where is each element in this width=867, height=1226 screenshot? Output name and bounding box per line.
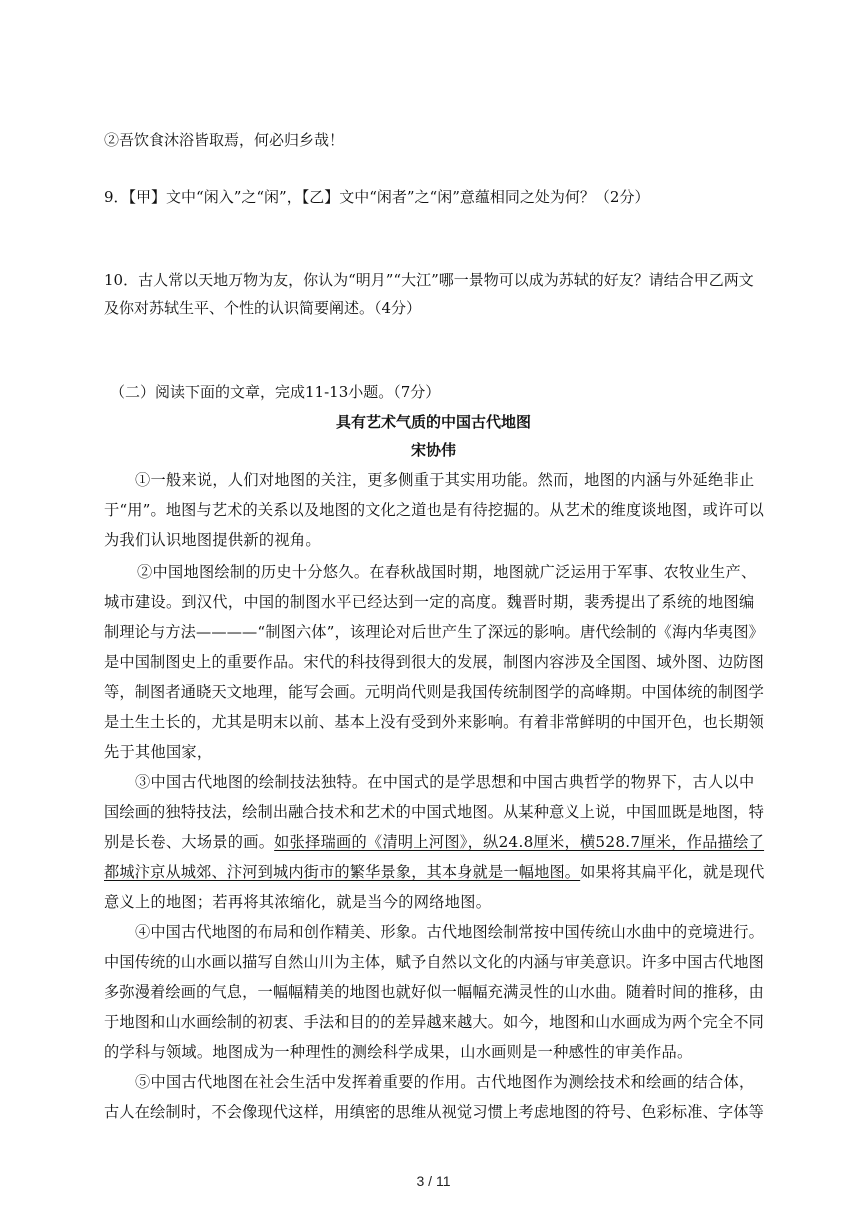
paragraph-3-line-3 bbox=[104, 832, 764, 852]
paragraph-4-line-1: ④中国古代地图的布局和创作精美、形象。古代地图绘制常按中国传统山水曲中的竞境进行。 bbox=[135, 923, 764, 941]
paragraph-3-line-4 bbox=[104, 862, 765, 882]
paragraph-3-line-2: 国绘画的独特技法，绘制出融合技术和艺术的中国式地图。从某种意义上说，中国皿既是地图，特 bbox=[104, 803, 764, 821]
paragraph-3-line-4-plain: 如果将其扁平化，就是现代 bbox=[580, 863, 765, 881]
paragraph-2-line-4: 是中国制图史上的重要作品。宋代的科技得到很大的发展，制图内容涉及全国图、域外图、边防图 bbox=[104, 653, 764, 671]
paragraph-1-line-1: ①一般来说，人们对地图的关注，更多侧重于其实用功能。然而，地图的内涵与外延绝非止 bbox=[135, 471, 755, 489]
question-8-item-2: ②吾饮食沐浴皆取焉，何必归乡哉！ bbox=[104, 131, 345, 149]
paragraph-5-line-2: 古人在绘制时，不会像现代这样，用缜密的思维从视觉习惯上考虑地图的符号、色彩标准、字体等 bbox=[104, 1103, 764, 1121]
page-number: 3 / 11 bbox=[416, 1173, 451, 1189]
paragraph-5-line-1: ⑤中国古代地图在社会生活中发挥着重要的作用。古代地图作为测绘技术和绘画的结合体， bbox=[135, 1073, 755, 1091]
paragraph-2-line-7: 先于其他国家， bbox=[104, 743, 213, 761]
paragraph-4-line-2: 中国传统的山水画以描写自然山川为主体，赋予自然以文化的内涵与审美意识。许多中国古代地图 bbox=[104, 953, 764, 971]
question-10-line-2: 及你对苏轼生平、个性的认识简要阐述。（4分） bbox=[104, 299, 422, 317]
paragraph-2-line-2: 城市建设。到汉代，中国的制图水平已经达到一定的高度。魏晋时期，裴秀提出了系统的地图编 bbox=[104, 593, 755, 611]
paragraph-2-line-6: 是土生土长的，尤其是明末以前、基本上没有受到外来影响。有着非常鲜明的中国开色，也长期领 bbox=[104, 713, 764, 731]
paragraph-3-line-5: 意义上的地图；若再将其浓缩化，就是当今的网络地图。 bbox=[104, 893, 492, 911]
underlined-sentence-part-2: 都城汴京从城郊、汴河到城内街市的繁华景象，其本身就是一幅地图。 bbox=[104, 863, 581, 881]
question-10-line-1: 10．古人常以天地万物为友，你认为“明月”“大江”哪一景物可以成为苏轼的好友？请结合甲乙两文 bbox=[104, 271, 754, 289]
article-title: 具有艺术气质的中国古代地图 bbox=[335, 413, 531, 431]
paragraph-2-line-5: 等，制图者通晓天文地理，能写会画。元明尚代则是我国传统制图学的高峰期。中国体统的制图学 bbox=[104, 683, 764, 701]
paragraph-4-line-3: 多弥漫着绘画的气息，一幅幅精美的地图也就好似一幅幅充满灵性的山水曲。随着时间的推移，由 bbox=[104, 983, 764, 1001]
paragraph-2-line-3: 制理论与方法————“制图六体”，该理论对后世产生了深远的影响。唐代绘制的《海内华夷图》 bbox=[104, 623, 764, 641]
paragraph-1-line-2: 于“用”。地图与艺术的关系以及地图的文化之道也是有待挖掘的。从艺术的维度谈地图，或许可以 bbox=[104, 501, 764, 519]
paragraph-1-line-3: 为我们认识地图提供新的视角。 bbox=[104, 531, 321, 549]
section-heading: （二）阅读下面的文章，完成11-13小题。（7分） bbox=[110, 383, 441, 401]
paragraph-4-line-4: 于地图和山水画绘制的初衷、手法和目的的差异越来越大。如今，地图和山水画成为两个完全不同 bbox=[104, 1013, 764, 1031]
underlined-sentence-part-1: 如张择瑞画的《清明上河图》，纵24.8厘米，横528.7厘米，作品描绘了 bbox=[274, 833, 765, 851]
question-9: 9．【甲】文中“闲入”之“闲”，【乙】文中“闲者”之“闲”意蕴相同之处为何？（2分） bbox=[104, 188, 650, 206]
paragraph-4-line-5: 的学科与领域。地图成为一种理性的测绘科学成果，山水画则是一种感性的审美作品。 bbox=[104, 1043, 693, 1061]
article-author: 宋协伟 bbox=[410, 441, 456, 459]
paragraph-3-line-3-plain: 别是长卷、大场景的画。 bbox=[104, 833, 275, 851]
paragraph-3-line-1: ③中国古代地图的绘制技法独特。在中国式的是学思想和中国古典哲学的物界下，古人以中 bbox=[135, 773, 755, 791]
paragraph-2-line-1: ②中国地图绘制的历史十分悠久。在春秋战国时期，地图就广泛运用于军事、农牧业生产、 bbox=[137, 563, 757, 581]
